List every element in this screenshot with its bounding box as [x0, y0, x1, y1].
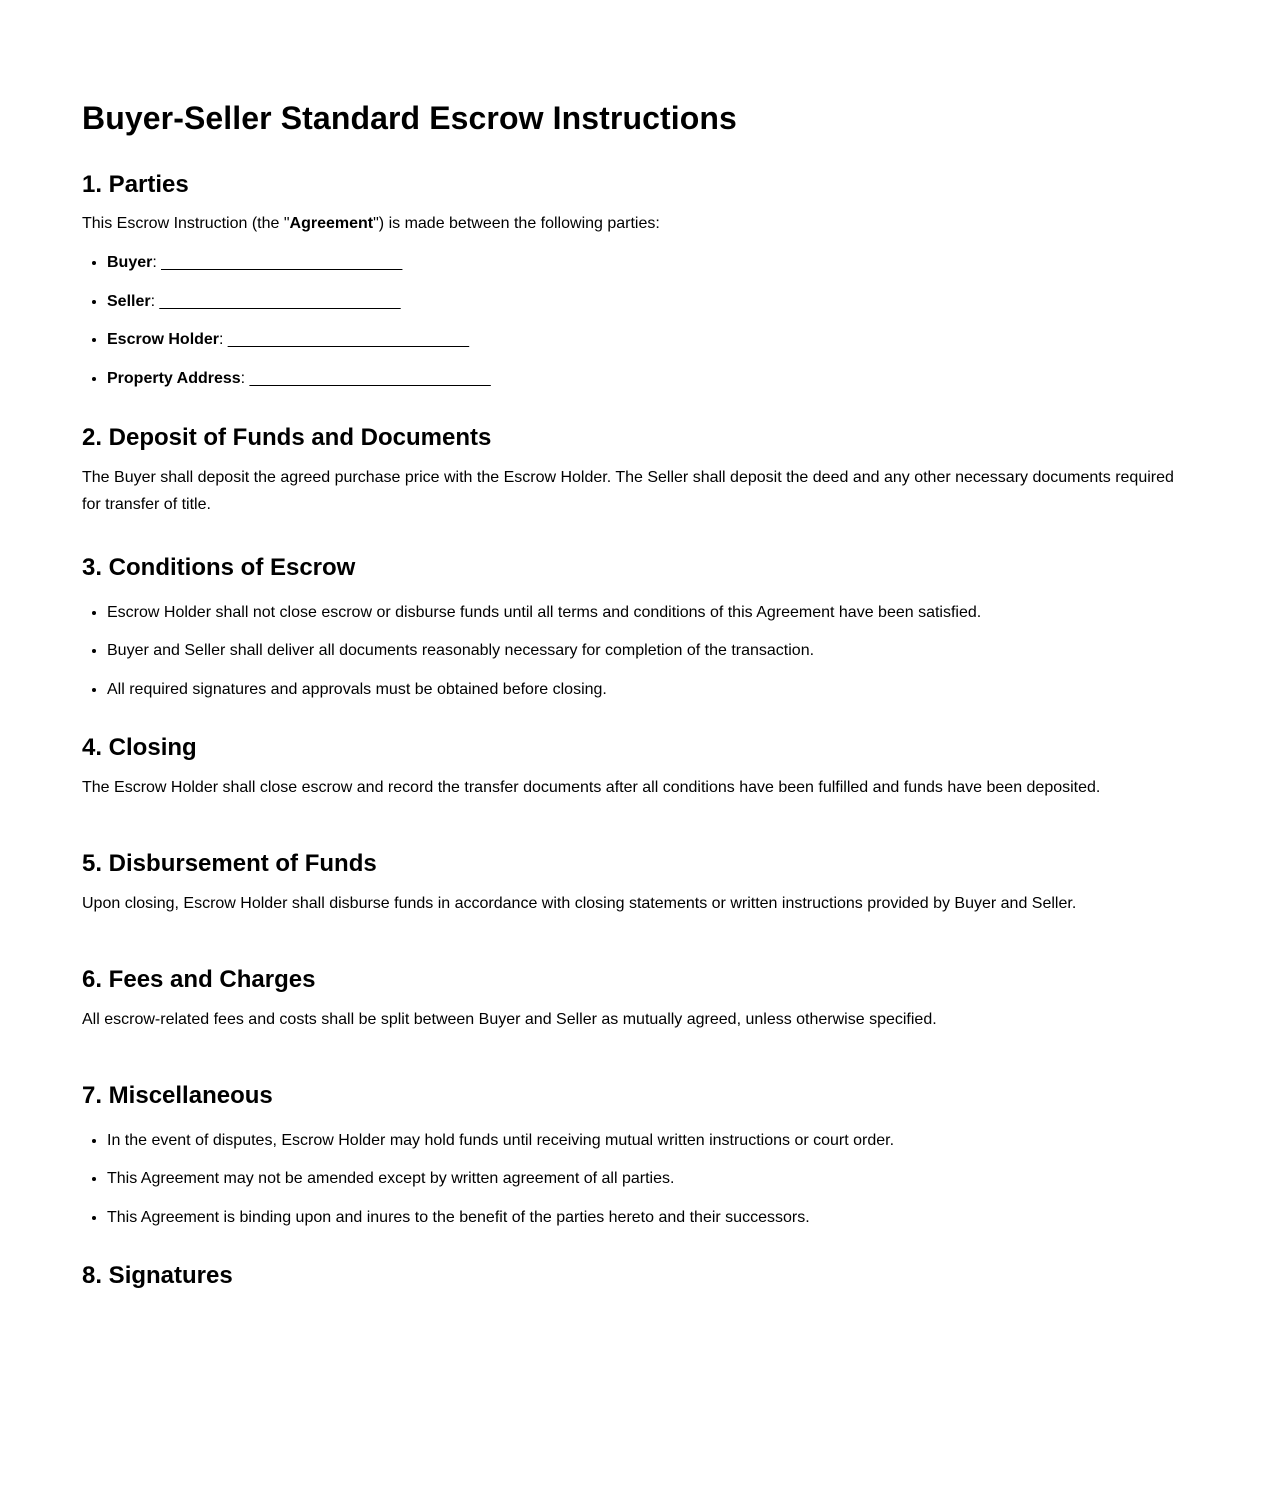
document-title: Buyer-Seller Standard Escrow Instructions [82, 100, 737, 136]
list-item: • Buyer and Seller shall deliver all documents reasonably necessary for completion of the transaction. [107, 641, 1181, 661]
section-signatures [82, 1262, 1181, 1290]
section-deposit [82, 424, 1181, 518]
section-parties [82, 171, 1181, 389]
intro-suffix: ") is made between the following parties: [373, 215, 660, 232]
conditions-list [82, 603, 1181, 700]
section-heading: 7. Miscellaneous [82, 1081, 273, 1109]
party-label: Seller [107, 292, 151, 310]
section-conditions [82, 554, 1181, 700]
section-heading: 5. Disbursement of Funds [82, 849, 377, 877]
section-body: All escrow-related fees and costs shall be split between Buyer and Seller as mutually agreed, unless otherwise specified. [82, 1010, 937, 1028]
parties-list [82, 253, 1181, 389]
party-label: Property Address [107, 369, 241, 387]
section-heading: 1. Parties [82, 171, 189, 198]
section-body: The Escrow Holder shall close escrow and record the transfer documents after all conditions have been fulfilled and funds have been deposited. [82, 778, 1101, 796]
list-item: • In the event of disputes, Escrow Holder may hold funds until receiving mutual written instructions or court order. [107, 1131, 1181, 1151]
party-separator: : [219, 331, 228, 348]
agreement-term: Agreement [289, 215, 374, 232]
section-heading: 2. Deposit of Funds and Documents [82, 423, 492, 451]
section-heading: 6. Fees and Charges [82, 965, 316, 993]
list-item: • All required signatures and approvals must be obtained before closing. [107, 680, 1181, 700]
miscellaneous-list [82, 1131, 1181, 1228]
list-item: • This Agreement may not be amended except by written agreement of all parties. [107, 1169, 1181, 1189]
section-disbursement [82, 850, 1181, 917]
section-fees [82, 966, 1181, 1033]
list-item: • This Agreement is binding upon and inures to the benefit of the parties hereto and their successors. [107, 1208, 1181, 1228]
section-miscellaneous [82, 1082, 1181, 1228]
section-body: The Buyer shall deposit the agreed purchase price with the Escrow Holder. The Seller shall deposit the deed and any other necessary documents required for transfer of title. [82, 468, 1174, 513]
party-property-address [107, 369, 1181, 389]
list-item: • Escrow Holder shall not close escrow or disburse funds until all terms and conditions of this Agreement have been satisfied. [107, 603, 1181, 623]
party-separator: : [152, 254, 162, 271]
party-separator: : [150, 292, 160, 310]
section-heading: 3. Conditions of Escrow [82, 553, 356, 581]
party-label: Escrow Holder [107, 331, 220, 348]
escrow-holder-blank-field[interactable]: ____________________________ [227, 331, 469, 348]
party-seller [107, 292, 1181, 312]
intro-prefix: This Escrow Instruction (the " [82, 215, 290, 232]
party-escrow-holder [107, 330, 1181, 350]
party-label: Buyer [107, 254, 153, 271]
section-closing [82, 734, 1181, 801]
buyer-blank-field[interactable]: ____________________________ [161, 254, 403, 271]
party-separator: : [240, 369, 250, 387]
section-heading: 8. Signatures [82, 1261, 233, 1289]
party-buyer [107, 253, 1181, 273]
section-heading: 4. Closing [82, 733, 197, 761]
section-body: Upon closing, Escrow Holder shall disburse funds in accordance with closing statements or written instructions provided by Buyer and Seller. [82, 894, 1077, 912]
seller-blank-field[interactable]: ____________________________ [159, 292, 401, 310]
parties-intro [82, 210, 1181, 237]
property-address-blank-field[interactable]: ____________________________ [249, 369, 491, 387]
